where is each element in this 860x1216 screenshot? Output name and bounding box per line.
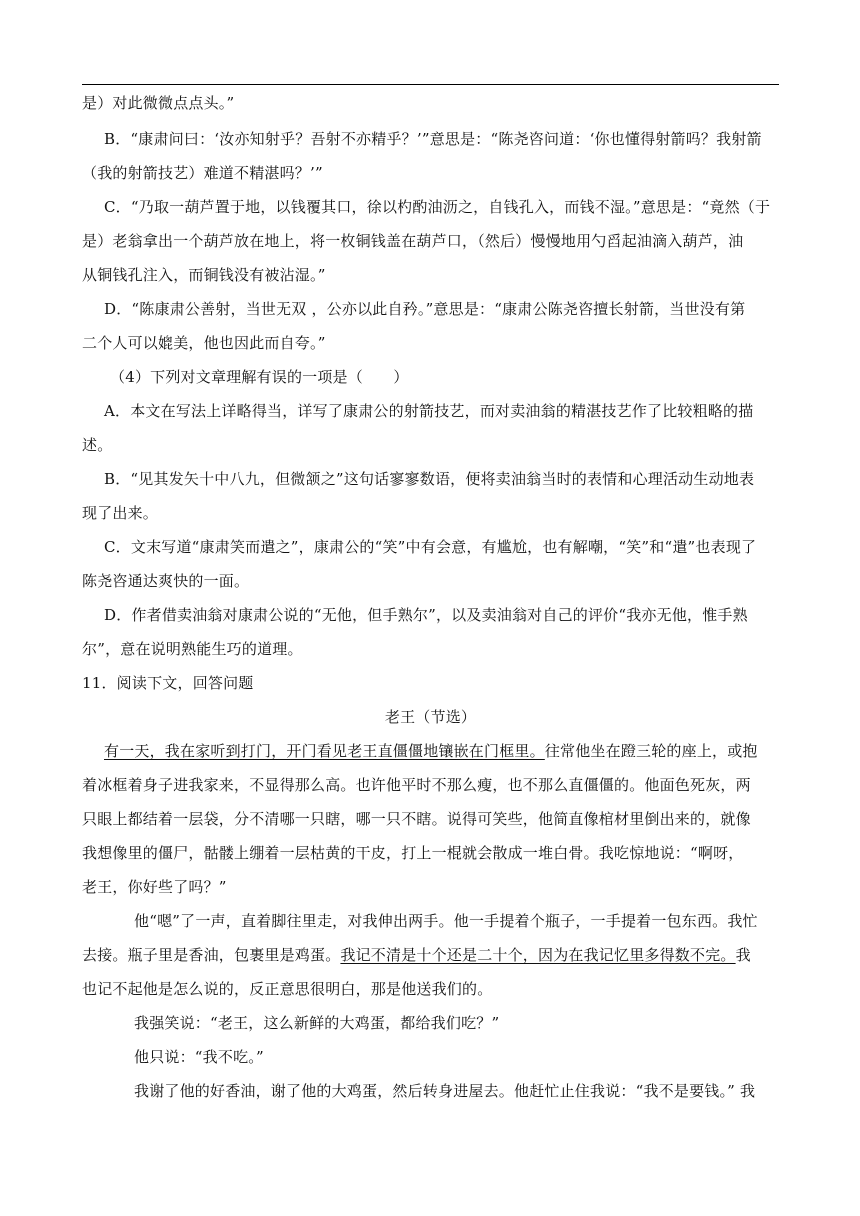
underlined-sentence-1: 有一天，我在家听到打门，开门看见老王直僵僵地镶嵌在门框里。	[104, 742, 545, 760]
q4-option-b-line-1: B．“见其发矢十中八九，但微颔之”这句话寥寥数语，便将卖油翁当时的表情和心理活动生动地表	[104, 470, 755, 488]
passage-p2-line-2	[82, 944, 779, 966]
passage-p1-line-5: 老王，你好些了吗？”	[82, 878, 227, 896]
passage-title: 老王（节选）	[384, 708, 477, 726]
dialogue-line-1: 我强笑说：“老王，这么新鲜的大鸡蛋，都给我们吃？”	[134, 1014, 500, 1032]
option-d-line-2: 二个人可以媲美，他也因此而自夸。”	[82, 334, 326, 352]
option-b-line-2: （我的射箭技艺）难道不精湛吗？’”	[82, 164, 323, 182]
q4-option-c-line-1: C．文末写道“康肃笑而遣之”，康肃公的“笑”中有会意，有尴尬，也有解嘲，“笑”和“遣”也表现了	[104, 538, 757, 556]
q4-option-a-line-1: A．本文在写法上详略得当，详写了康肃公的射箭技艺，而对卖油翁的精湛技艺作了比较粗略的描	[104, 402, 754, 420]
p2-text-a: 去接。瓶子里是香油，包裹里是鸡蛋。	[82, 946, 341, 964]
passage-p1-line-1	[104, 740, 779, 762]
dialogue-line-2: 他只说：“我不吃。”	[134, 1048, 264, 1066]
q4-option-a-line-2: 述。	[82, 436, 113, 454]
header-rule	[82, 84, 779, 85]
q4-option-c-line-2: 陈尧咨通达爽快的一面。	[82, 572, 250, 590]
p1-text: 往常他坐在蹬三轮的座上，或抱	[544, 742, 758, 760]
p2-text-b: 我	[735, 946, 751, 964]
passage-p2-line-1: 他“嗯”了一声，直着脚往里走，对我伸出两手。他一手提着个瓶子，一手提着一包东西。我忙	[134, 912, 758, 930]
option-c-line-3: 从铜钱孔注入，而铜钱没有被沾湿。”	[82, 266, 326, 284]
passage-p1-line-2: 着冰框着身子进我家来，不显得那么高。也许他平时不那么瘦，也不那么直僵僵的。他面色死灰，两	[82, 776, 751, 794]
q4-option-b-line-2: 现了出来。	[82, 504, 159, 522]
option-d-line-1: D．“陈康肃公善射，当世无双 ，公亦以此自矜。”意思是：“康肃公陈尧咨擅长射箭，当世没有第	[104, 300, 746, 318]
passage-p2-line-3: 也记不起他是怎么说的，反正意思很明白，那是他送我们的。	[82, 980, 493, 998]
question-11-heading: 11．阅读下文，回答问题	[82, 674, 254, 692]
text-line: 是）对此微微点点头。”	[82, 94, 235, 112]
q4-option-d-line-1: D．作者借卖油翁对康肃公说的“无他，但手熟尔”，以及卖油翁对自己的评价“我亦无他，惟手熟	[104, 606, 748, 624]
option-c-line-2: 是）老翁拿出一个葫芦放在地上，将一枚铜钱盖在葫芦口，（然后）慢慢地用勺舀起油滴入葫芦，油	[82, 232, 744, 250]
question-4-stem: （4）下列对文章理解有误的一项是（ ）	[110, 368, 409, 386]
option-c-line-1: C．“乃取一葫芦置于地，以钱覆其口，徐以杓酌油沥之，自钱孔入，而钱不湿。”意思是：“竟然（于	[104, 198, 771, 216]
option-b-line-1: B．“康肃问曰：‘汝亦知射乎？吾射不亦精乎？’”意思是：“陈尧咨问道：‘你也懂得射箭吗？我射箭	[104, 130, 762, 148]
q4-option-d-line-2: 尔”，意在说明熟能生巧的道理。	[82, 640, 303, 658]
passage-p1-line-4: 我想像里的僵尸，骷髅上绷着一层枯黄的干皮，打上一棍就会散成一堆白骨。我吃惊地说：“啊呀，	[82, 844, 744, 862]
dialogue-line-3: 我谢了他的好香油，谢了他的大鸡蛋，然后转身进屋去。他赶忙止住我说：“我不是要钱。” 我	[134, 1082, 756, 1100]
underlined-sentence-2: 我记不清是十个还是二十个，因为在我记忆里多得数不完。	[340, 946, 736, 964]
passage-p1-line-3: 只眼上都结着一层袋，分不清哪一只瞎，哪一只不瞎。说得可笑些，他简直像棺材里倒出来的，就像	[82, 810, 751, 828]
